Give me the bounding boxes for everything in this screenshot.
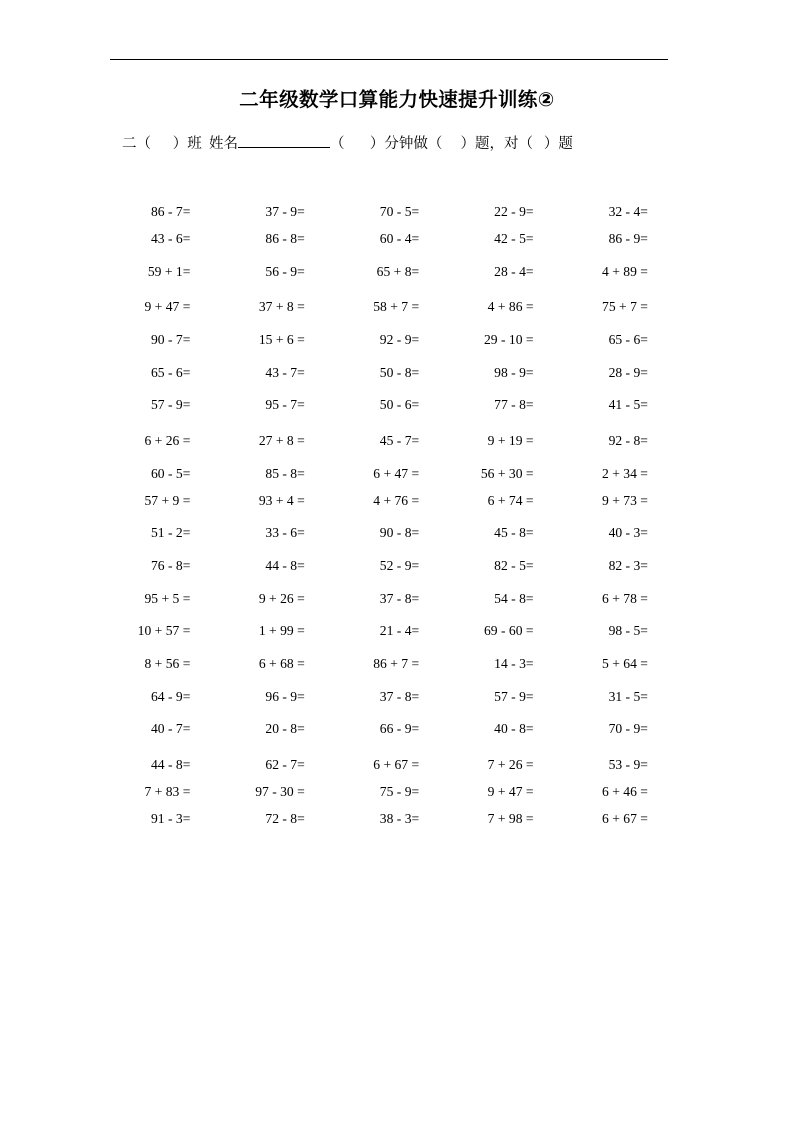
problem-cell[interactable]: 44 - 8= xyxy=(265,557,305,573)
problem-cell[interactable]: 70 - 9= xyxy=(608,721,648,737)
problem-cell[interactable]: 6 + 68 = xyxy=(258,655,305,671)
problem-cell[interactable]: 9 + 19 = xyxy=(487,432,534,448)
problem-cell[interactable]: 95 - 7= xyxy=(265,397,305,413)
problem-cell[interactable]: 57 - 9= xyxy=(494,688,534,704)
problem-cell[interactable]: 7 + 83 = xyxy=(144,783,191,799)
problem-row xyxy=(110,605,682,638)
problem-cell[interactable]: 57 + 9 = xyxy=(144,492,191,508)
problem-cell[interactable]: 8 + 56 = xyxy=(144,655,191,671)
problem-row xyxy=(110,798,682,825)
problems-correct-label: ）题，对（ xyxy=(460,136,533,152)
problem-cell[interactable]: 65 - 6= xyxy=(151,364,191,380)
problem-cell[interactable]: 98 - 9= xyxy=(494,364,534,380)
problem-cell[interactable]: 62 - 7= xyxy=(265,756,305,772)
problem-cell[interactable]: 45 - 7= xyxy=(379,432,420,448)
problem-row xyxy=(110,573,682,606)
problem-cell[interactable]: 58 + 7 = xyxy=(373,299,420,315)
problem-row xyxy=(110,507,682,540)
minutes-blank[interactable] xyxy=(345,136,370,153)
problem-cell[interactable]: 21 - 4= xyxy=(379,623,420,639)
problem-cell[interactable]: 90 - 8= xyxy=(379,525,420,541)
class-number-blank[interactable] xyxy=(151,136,173,153)
problem-row xyxy=(110,736,682,772)
problem-cell[interactable]: 60 - 4= xyxy=(379,231,420,247)
problem-row xyxy=(110,771,682,798)
problem-cell[interactable]: 9 + 47 = xyxy=(144,299,191,315)
problem-cell[interactable]: 2 + 34 = xyxy=(602,465,648,481)
problem-cell[interactable]: 51 - 2= xyxy=(151,525,191,541)
problem-cell[interactable]: 14 - 3= xyxy=(494,655,534,671)
problem-cell[interactable]: 57 - 9= xyxy=(151,397,191,413)
problem-cell[interactable]: 70 - 5= xyxy=(379,204,420,220)
student-name-field[interactable] xyxy=(238,132,330,148)
problem-row xyxy=(110,186,682,219)
problem-row xyxy=(110,540,682,573)
problem-row xyxy=(110,671,682,704)
header-divider-rule xyxy=(110,59,668,60)
problem-cell[interactable]: 85 - 8= xyxy=(265,465,305,481)
problem-cell[interactable]: 75 + 7 = xyxy=(602,299,648,315)
problem-cell[interactable]: 6 + 46 = xyxy=(602,783,648,799)
problem-cell[interactable]: 6 + 67 = xyxy=(373,756,420,772)
problem-cell[interactable]: 66 - 9= xyxy=(379,721,420,737)
problem-cell[interactable]: 20 - 8= xyxy=(265,721,305,737)
problem-cell[interactable]: 6 + 74 = xyxy=(487,492,534,508)
problem-row xyxy=(110,278,682,314)
problem-cell[interactable]: 43 - 7= xyxy=(265,364,305,380)
problem-grid xyxy=(110,186,682,825)
problem-cell[interactable]: 54 - 8= xyxy=(494,590,534,606)
problem-cell[interactable]: 65 - 6= xyxy=(608,331,648,347)
problem-cell[interactable]: 28 - 9= xyxy=(608,364,648,380)
problem-cell[interactable]: 7 + 98 = xyxy=(487,810,534,826)
problem-cell[interactable]: 52 - 9= xyxy=(379,557,420,573)
problem-cell[interactable]: 77 - 8= xyxy=(494,397,534,413)
problem-cell[interactable]: 50 - 8= xyxy=(379,364,420,380)
problem-cell[interactable]: 10 + 57 = xyxy=(137,623,191,639)
problem-cell[interactable]: 75 - 9= xyxy=(379,783,420,799)
student-info-line xyxy=(122,132,670,153)
problem-cell[interactable]: 40 - 3= xyxy=(608,525,648,541)
problem-cell[interactable]: 9 + 26 = xyxy=(258,590,305,606)
problem-cell[interactable]: 4 + 86 = xyxy=(487,299,534,315)
problem-row xyxy=(110,447,682,480)
problem-cell[interactable]: 28 - 4= xyxy=(494,263,534,279)
problem-cell[interactable]: 43 - 6= xyxy=(151,231,191,247)
problem-row xyxy=(110,314,682,347)
correct-count-blank[interactable] xyxy=(533,136,544,153)
grade-prefix-label: 二（ xyxy=(122,136,151,152)
problem-cell[interactable]: 45 - 8= xyxy=(494,525,534,541)
problem-cell[interactable]: 40 - 7= xyxy=(151,721,191,737)
problem-cell[interactable]: 37 + 8 = xyxy=(258,299,305,315)
problem-row xyxy=(110,480,682,507)
problem-cell[interactable]: 92 - 9= xyxy=(379,331,420,347)
problem-row xyxy=(110,703,682,736)
problem-cell[interactable]: 93 + 4 = xyxy=(258,492,305,508)
problem-cell[interactable]: 76 - 8= xyxy=(151,557,191,573)
problem-cell[interactable]: 96 - 9= xyxy=(265,688,305,704)
problem-cell[interactable]: 56 + 30 = xyxy=(480,465,534,481)
problem-cell[interactable]: 37 - 8= xyxy=(379,590,420,606)
class-name-label: ）班 姓名 xyxy=(172,136,238,152)
problem-cell[interactable]: 6 + 47 = xyxy=(373,465,420,481)
problem-row xyxy=(110,246,682,279)
problem-cell[interactable]: 98 - 5= xyxy=(608,623,648,639)
problem-cell[interactable]: 37 - 9= xyxy=(265,204,305,220)
problem-cell[interactable]: 4 + 89 = xyxy=(602,263,648,279)
problem-cell[interactable]: 5 + 64 = xyxy=(602,655,648,671)
correct-suffix-label: ）题 xyxy=(543,136,573,152)
problem-cell[interactable]: 82 - 5= xyxy=(494,557,534,573)
problem-cell[interactable]: 32 - 4= xyxy=(608,204,648,220)
problem-cell[interactable]: 72 - 8= xyxy=(265,810,305,826)
problem-cell[interactable]: 92 - 8= xyxy=(608,432,648,448)
problem-cell[interactable]: 9 + 47 = xyxy=(487,783,534,799)
problem-cell[interactable]: 1 + 99 = xyxy=(258,623,305,639)
problem-cell[interactable]: 64 - 9= xyxy=(151,688,191,704)
problem-cell[interactable]: 91 - 3= xyxy=(151,810,191,826)
problem-cell[interactable]: 7 + 26 = xyxy=(487,756,534,772)
problem-row xyxy=(110,219,682,246)
problem-cell[interactable]: 37 - 8= xyxy=(379,688,420,704)
problem-cell[interactable]: 40 - 8= xyxy=(494,721,534,737)
problem-cell[interactable]: 38 - 3= xyxy=(379,810,420,826)
problem-cell[interactable]: 50 - 6= xyxy=(379,397,420,413)
problem-cell[interactable]: 29 - 10 = xyxy=(483,331,534,347)
problem-cell[interactable]: 65 + 8= xyxy=(376,263,420,279)
problem-cell[interactable]: 86 - 9= xyxy=(608,231,648,247)
problem-cell[interactable]: 4 + 76 = xyxy=(373,492,420,508)
problem-cell[interactable]: 53 - 9= xyxy=(608,756,648,772)
problem-cell[interactable]: 6 + 78 = xyxy=(602,590,648,606)
problem-cell[interactable]: 95 + 5 = xyxy=(144,590,191,606)
problem-cell[interactable]: 59 + 1= xyxy=(147,263,191,279)
problem-cell[interactable]: 56 - 9= xyxy=(265,263,305,279)
problem-cell[interactable]: 86 - 7= xyxy=(151,204,191,220)
problem-row xyxy=(110,638,682,671)
problem-row xyxy=(110,347,682,380)
problem-cell[interactable]: 86 - 8= xyxy=(265,231,305,247)
problem-cell[interactable]: 41 - 5= xyxy=(608,397,648,413)
problem-cell[interactable]: 27 + 8 = xyxy=(258,432,305,448)
problem-cell[interactable]: 15 + 6 = xyxy=(258,331,305,347)
problem-cell[interactable]: 97 - 30 = xyxy=(255,783,305,799)
problem-cell[interactable]: 22 - 9= xyxy=(494,204,534,220)
problem-cell[interactable]: 33 - 6= xyxy=(265,525,305,541)
problem-cell[interactable]: 42 - 5= xyxy=(494,231,534,247)
problem-cell[interactable]: 82 - 3= xyxy=(608,557,648,573)
problem-cell[interactable]: 31 - 5= xyxy=(608,688,648,704)
problem-cell[interactable]: 9 + 73 = xyxy=(602,492,648,508)
problem-cell[interactable]: 44 - 8= xyxy=(151,756,191,772)
problem-cell[interactable]: 69 - 60 = xyxy=(483,623,534,639)
problem-row xyxy=(110,379,682,412)
problem-cell[interactable]: 60 - 5= xyxy=(151,465,191,481)
page-title: 二年级数学口算能力快速提升训练② xyxy=(239,89,555,111)
problem-cell[interactable]: 86 + 7 = xyxy=(373,655,420,671)
problem-cell[interactable]: 6 + 67 = xyxy=(602,810,648,826)
problem-row xyxy=(110,412,682,448)
problem-cell[interactable]: 90 - 7= xyxy=(151,331,191,347)
minutes-open-paren-label: （ xyxy=(330,136,345,152)
minutes-done-label: ）分钟做（ xyxy=(369,136,443,152)
problem-cell[interactable]: 6 + 26 = xyxy=(144,432,191,448)
problems-count-blank[interactable] xyxy=(442,136,460,153)
